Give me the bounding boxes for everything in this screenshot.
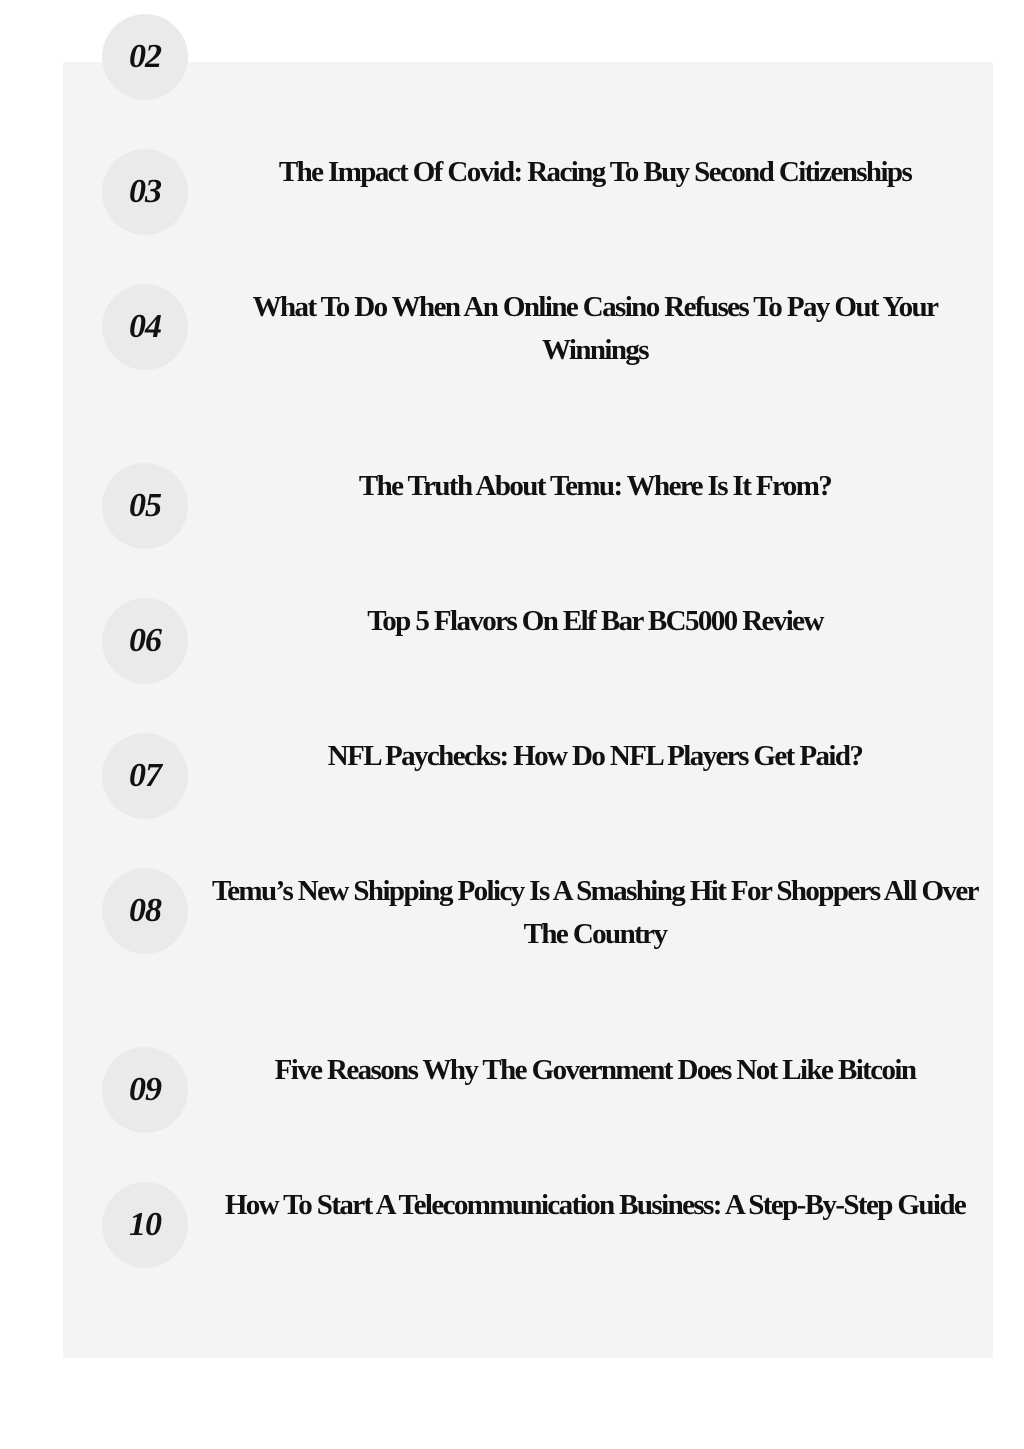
rank-badge: [102, 463, 188, 549]
rank-number: 09: [129, 1071, 161, 1108]
article-title-link[interactable]: The Truth About Temu: Where Is It From?: [358, 470, 832, 502]
rank-badge: [102, 284, 188, 370]
article-title-link[interactable]: The Impact Of Covid: Racing To Buy Second Citizenships: [278, 156, 912, 188]
rank-number: 04: [129, 308, 161, 345]
rank-number: 07: [129, 757, 161, 794]
rank-badge: [102, 1047, 188, 1133]
rank-number: 05: [129, 487, 161, 524]
popular-articles-list: [63, 38, 993, 1358]
rank-badge: [102, 14, 188, 100]
article-title-link[interactable]: NFL Paychecks: How Do NFL Players Get Paid?: [327, 740, 863, 772]
article-title-link[interactable]: Five Reasons Why The Government Does Not Like Bitcoin: [274, 1054, 916, 1086]
rank-number: 06: [129, 622, 161, 659]
rank-badge: [102, 868, 188, 954]
rank-badge: [102, 1182, 188, 1268]
rank-badge: [102, 149, 188, 235]
rank-number: 08: [129, 892, 161, 929]
rank-number: 02: [129, 38, 161, 75]
article-title-link[interactable]: Temu’s New Shipping Policy Is A Smashing Hit For Shoppers All Over The Country: [212, 875, 978, 950]
article-title-link[interactable]: How To Start A Telecommunication Business: A Step-By-Step Guide: [224, 1189, 966, 1221]
article-title-link[interactable]: Top 5 Flavors On Elf Bar BC5000 Review: [367, 605, 823, 637]
rank-badge: [102, 733, 188, 819]
rank-badge: [102, 598, 188, 684]
rank-number: 03: [129, 173, 161, 210]
article-title-link[interactable]: What To Do When An Online Casino Refuses To Pay Out Your Winnings: [252, 291, 938, 366]
rank-number: 10: [129, 1206, 161, 1243]
